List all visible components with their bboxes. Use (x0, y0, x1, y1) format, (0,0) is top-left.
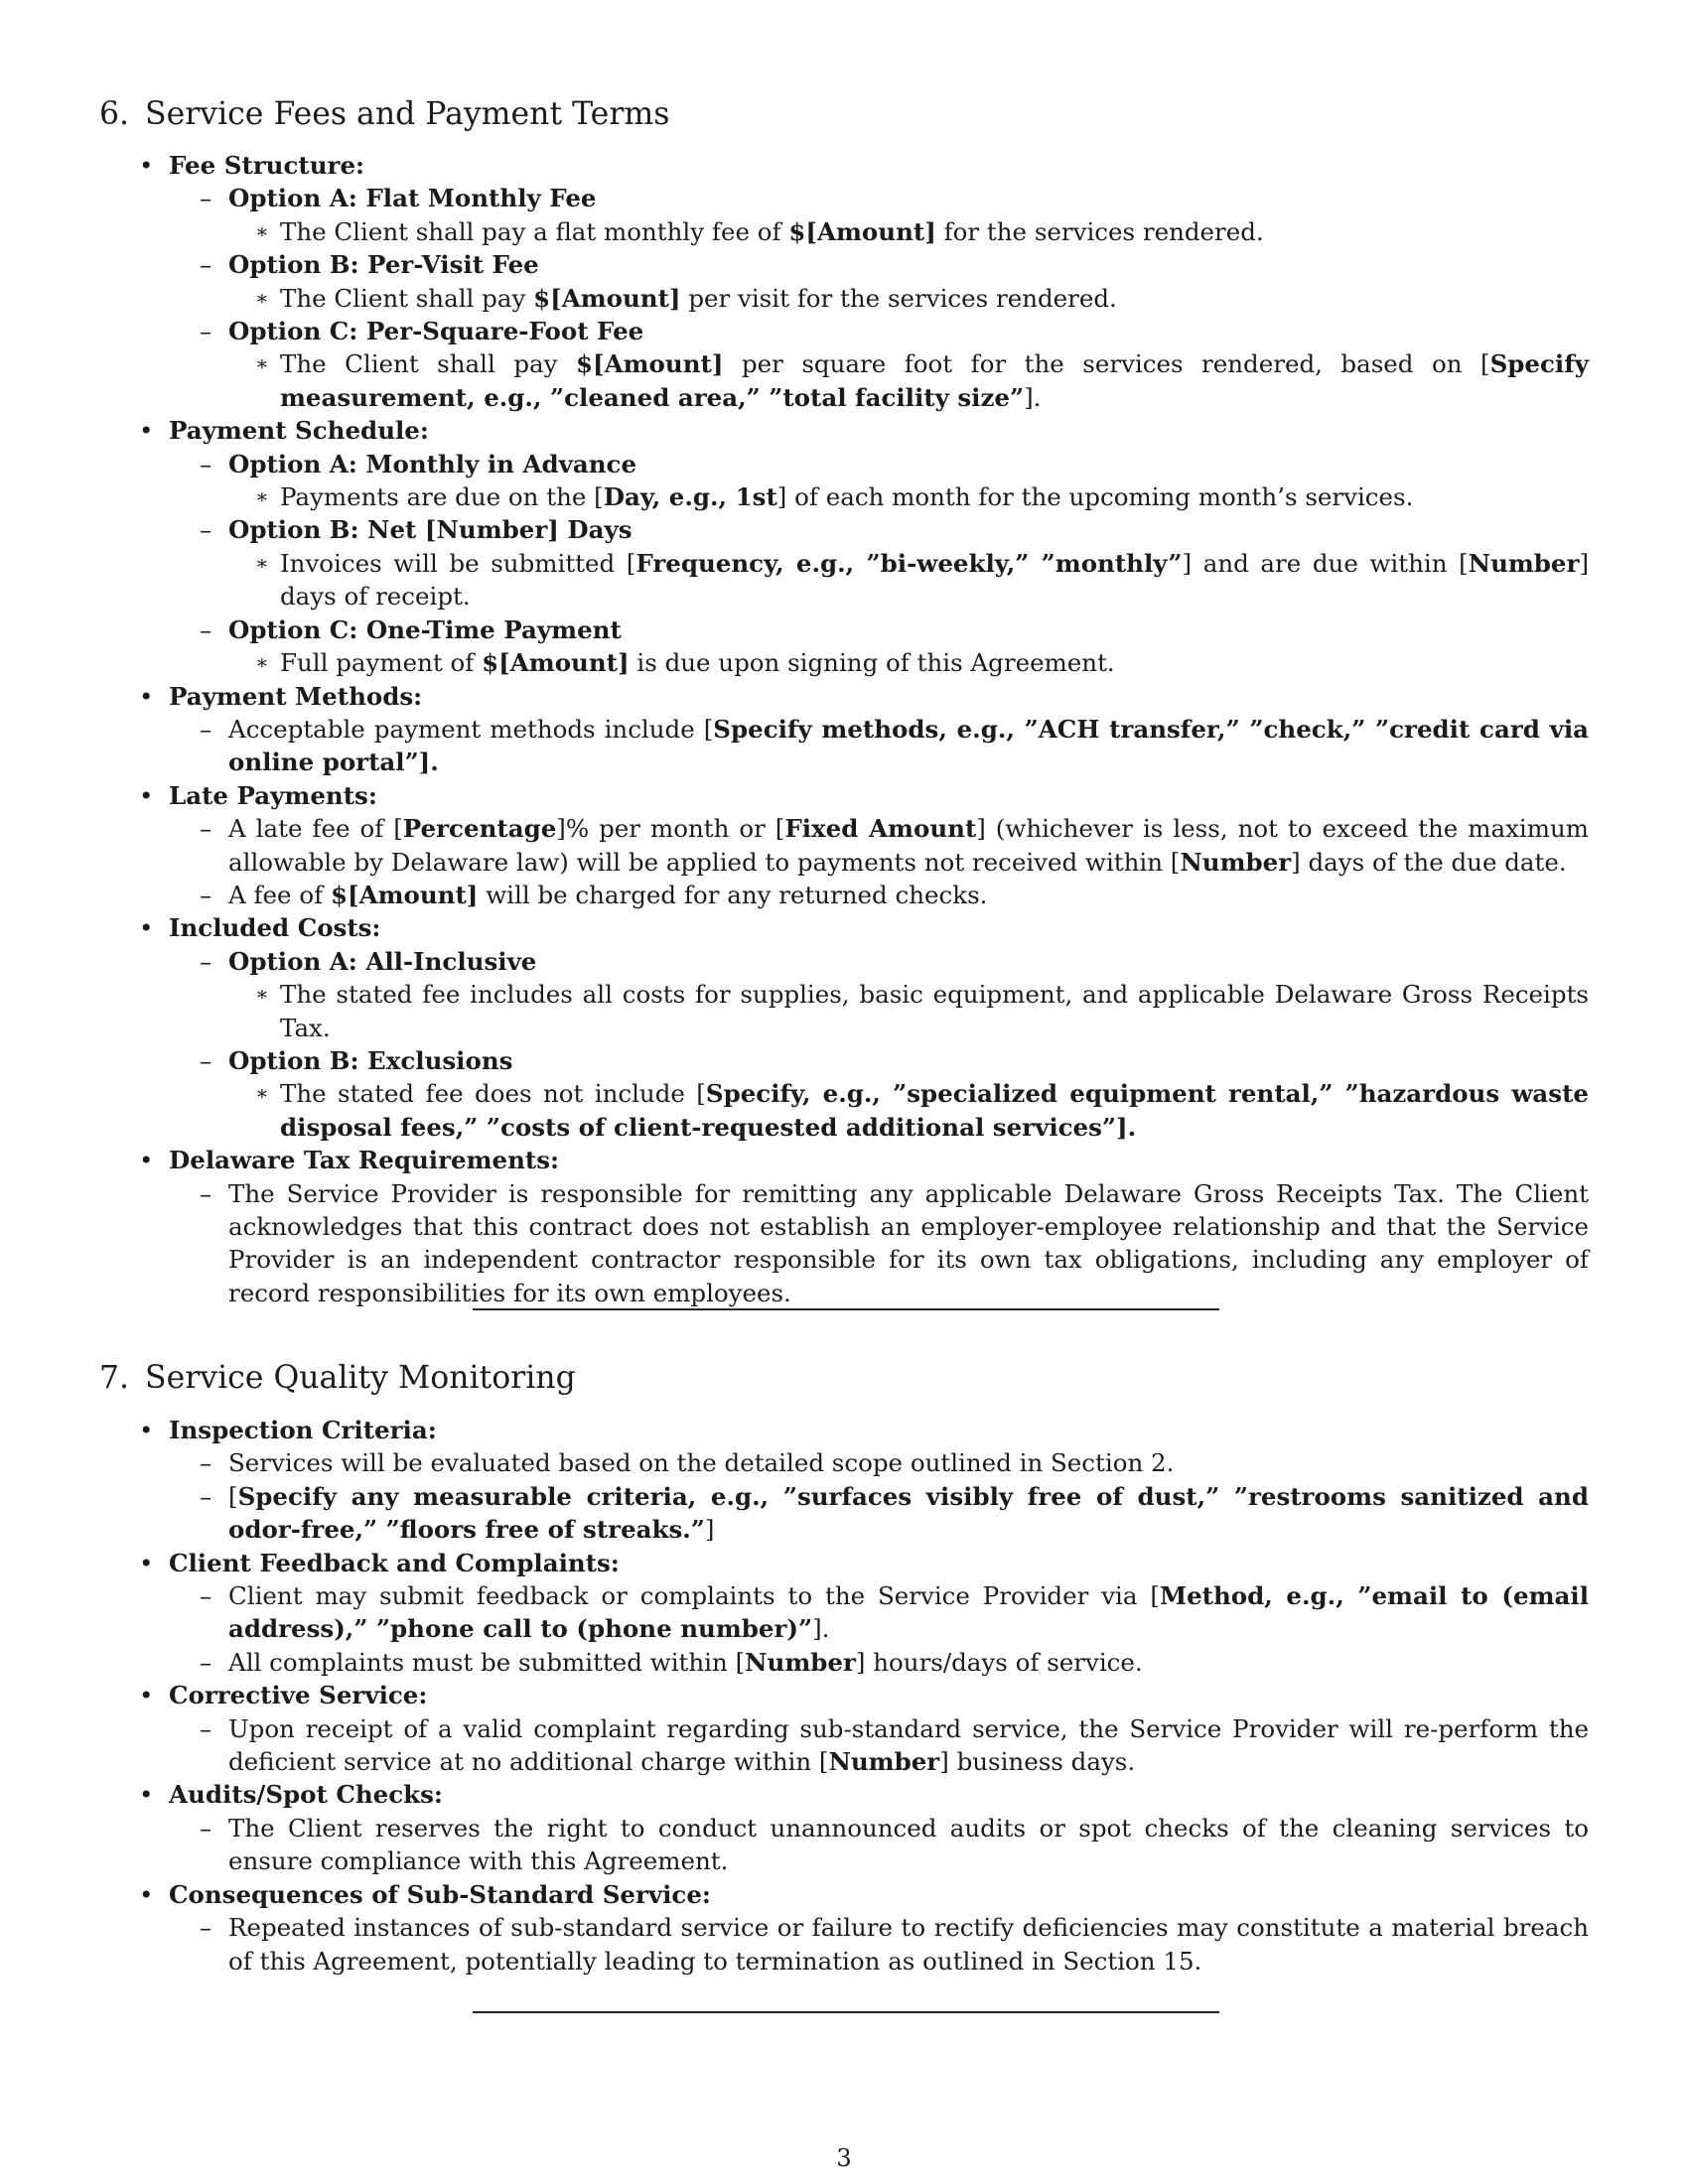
list-item-included-costs (99, 911, 1589, 944)
text-run: ]% per month or [ (556, 814, 785, 844)
option-text (280, 347, 1589, 414)
text-run: A late fee of [ (228, 814, 403, 844)
text-run: The Client shall pay (280, 349, 576, 379)
placeholder-field: Fixed Amount (784, 814, 977, 844)
option-detail (99, 547, 1589, 614)
sub-item (99, 1911, 1589, 1978)
option-label: Option C: One-Time Payment (228, 614, 622, 644)
dash-marker: – (200, 946, 212, 976)
placeholder-field: Specify any measurable criteria, e.g., ”surfaces visibly free of dust,” ”restrooms sanitized and odor-free,” ”floors free of streaks.” (228, 1481, 1589, 1545)
item-heading: Payment Methods: (169, 681, 423, 711)
option-item (99, 315, 1589, 347)
placeholder-field: $[Amount] (482, 648, 630, 678)
asterisk-marker: ∗ (255, 650, 269, 675)
text-run: The Client shall pay a flat monthly fee of (280, 216, 789, 246)
dash-marker: – (200, 1913, 212, 1943)
option-text (280, 215, 1589, 248)
text-run: ] and are due within [ (1182, 548, 1469, 578)
bullet-marker: • (139, 1416, 154, 1444)
placeholder-field: $[Amount] (533, 283, 681, 313)
text-run: ] (whichever is less, not to exceed the maximum allowable by Delaware law) will be applied to payments not received within [ (228, 814, 1589, 877)
sub-item (99, 1446, 1589, 1479)
sub-item (99, 1712, 1589, 1779)
sub-item-text: Repeated instances of sub-standard service or failure to rectify deficiencies may constitute a material breach of this Agreement, potentially leading to termination as outlined in Section 15. (228, 1913, 1589, 1976)
sub-item-text: The Client reserves the right to conduct unannounced audits or spot checks of the cleaning services to ensure compliance with this Agreement. (228, 1813, 1589, 1876)
text-run: [ (228, 1481, 238, 1511)
list-item-feedback (99, 1547, 1589, 1579)
option-detail (99, 215, 1589, 248)
option-item (99, 614, 1589, 646)
section-divider (473, 1308, 1219, 1310)
section-title-text: Service Fees and Payment Terms (145, 96, 670, 132)
option-label: Option C: Per-Square-Foot Fee (228, 317, 644, 346)
text-run: A fee of (228, 880, 331, 909)
bullet-marker: • (139, 416, 154, 446)
placeholder-field: $[Amount] (788, 216, 936, 246)
placeholder-field: Number (745, 1647, 856, 1677)
text-run: for the services rendered. (935, 216, 1264, 246)
list-item-fee-structure (99, 149, 1589, 182)
item-heading: Delaware Tax Requirements: (169, 1146, 560, 1175)
dash-marker: – (200, 1481, 212, 1511)
bullet-marker: • (139, 681, 154, 711)
asterisk-marker: ∗ (255, 285, 269, 310)
sub-item-text (228, 812, 1589, 879)
bullet-marker: • (139, 1548, 154, 1577)
item-heading: Consequences of Sub-Standard Service: (169, 1879, 711, 1909)
section-number: 7. (99, 1360, 130, 1396)
sub-item (99, 812, 1589, 879)
option-item (99, 248, 1589, 281)
text-run: per square foot for the services rendered, based on [ (723, 349, 1490, 379)
section-divider (473, 2011, 1219, 2013)
asterisk-marker: ∗ (255, 484, 269, 509)
text-run: The Client shall pay (280, 283, 534, 313)
placeholder-field: $[Amount] (330, 880, 479, 909)
option-label: Option A: All-Inclusive (228, 946, 537, 976)
bullet-marker: • (139, 913, 154, 943)
option-label: Option B: Exclusions (228, 1045, 513, 1075)
dash-marker: – (200, 250, 212, 280)
option-text (280, 1077, 1589, 1144)
placeholder-field: Day, e.g., 1st (603, 482, 777, 512)
option-item (99, 513, 1589, 546)
sub-item (99, 1480, 1589, 1547)
asterisk-marker: ∗ (255, 1081, 269, 1106)
item-heading: Late Payments: (169, 780, 377, 810)
list-item-payment-methods (99, 680, 1589, 713)
dash-marker: – (200, 515, 212, 545)
dash-marker: – (200, 880, 212, 909)
text-run: ] days of receipt. (280, 548, 1589, 612)
dash-marker: – (200, 1045, 212, 1075)
text-run: Invoices will be submitted [ (280, 548, 636, 578)
list-item-consequences (99, 1878, 1589, 1911)
dash-marker: – (200, 614, 212, 644)
dash-marker: – (200, 1713, 212, 1743)
dash-marker: – (200, 184, 212, 213)
dash-marker: – (200, 1178, 212, 1208)
text-run: is due upon signing of this Agreement. (629, 648, 1115, 678)
item-heading: Payment Schedule: (169, 416, 429, 446)
text-run: All complaints must be submitted within [ (228, 1647, 746, 1677)
text-run: ] days of the due date. (1291, 847, 1567, 877)
dash-marker: – (200, 1581, 212, 1611)
text-run: ] hours/days of service. (855, 1647, 1143, 1677)
text-run: ] business days. (939, 1747, 1136, 1777)
sub-item (99, 1812, 1589, 1878)
option-item (99, 182, 1589, 214)
sub-item (99, 1579, 1589, 1646)
placeholder-field: Number (828, 1747, 940, 1777)
item-heading: Inspection Criteria: (169, 1416, 437, 1444)
placeholder-field: Number (1180, 847, 1292, 877)
option-detail (99, 282, 1589, 315)
item-heading: Audits/Spot Checks: (169, 1780, 443, 1810)
text-run: The stated fee does not include [ (280, 1079, 706, 1109)
sub-item (99, 713, 1589, 779)
placeholder-field: Method, e.g., ”email to (email address),” ”phone call to (phone number)” (228, 1581, 1589, 1644)
sub-item-text (228, 1712, 1589, 1779)
option-detail (99, 480, 1589, 513)
text-run: ] of each month for the upcoming month’s services. (776, 482, 1414, 512)
option-text: The stated fee includes all costs for supplies, basic equipment, and applicable Delaware Gross Receipts Tax. (280, 980, 1589, 1042)
asterisk-marker: ∗ (255, 982, 269, 1007)
option-detail (99, 978, 1589, 1044)
sub-item (99, 879, 1589, 911)
option-text (280, 646, 1589, 679)
sub-item-text (228, 1579, 1589, 1646)
dash-marker: – (200, 317, 212, 346)
asterisk-marker: ∗ (255, 550, 269, 575)
dash-marker: – (200, 449, 212, 478)
text-run: ] (704, 1515, 715, 1545)
placeholder-field: Percentage (402, 814, 557, 844)
section-7-list (99, 1414, 1589, 1978)
asterisk-marker: ∗ (255, 218, 269, 243)
section-6-list (99, 149, 1589, 1309)
option-text (280, 547, 1589, 614)
dash-marker: – (200, 1813, 212, 1843)
sub-item-text (228, 879, 1589, 911)
bullet-marker: • (139, 1681, 154, 1710)
dash-marker: – (200, 714, 212, 744)
option-detail (99, 1077, 1589, 1144)
sub-item-text (228, 713, 1589, 779)
bullet-marker: • (139, 151, 154, 180)
text-run: ]. (1024, 382, 1042, 412)
sub-item-text (228, 1646, 1589, 1679)
asterisk-marker: ∗ (255, 351, 269, 376)
option-text (280, 480, 1589, 513)
sub-item-text: The Service Provider is responsible for remitting any applicable Delaware Gross Receipts Tax. The Client acknowledges that this contract does not establish an employer-employee relationship and that the Service Provider is an independent contractor responsible for its own tax obligations, including any employer of record responsibilities for its own employees. (228, 1178, 1589, 1307)
placeholder-field: Frequency, e.g., ”bi-weekly,” ”monthly” (635, 548, 1183, 578)
list-item-payment-schedule (99, 414, 1589, 447)
placeholder-field: Specify measurement, e.g., ”cleaned area,” ”total facility size” (280, 349, 1589, 412)
dash-marker: – (200, 814, 212, 844)
page-number: 3 (836, 2144, 852, 2172)
bullet-marker: • (139, 780, 154, 810)
text-run: Upon receipt of a valid complaint regarding sub-standard service, the Service Provider will re-perform the deficient service at no additional charge within [ (228, 1713, 1589, 1777)
text-run: will be charged for any returned checks. (478, 880, 988, 909)
list-item-late-payments (99, 779, 1589, 812)
list-item-delaware-tax (99, 1144, 1589, 1176)
item-heading: Fee Structure: (169, 151, 365, 180)
option-item (99, 945, 1589, 978)
list-item-inspection (99, 1414, 1589, 1446)
option-item (99, 1044, 1589, 1077)
section-6-title (99, 94, 669, 134)
text-run: Acceptable payment methods include [ (228, 714, 714, 744)
placeholder-field: Specify, e.g., ”specialized equipment rental,” ”hazardous waste disposal fees,” ”costs of client-requested additional services”]. (280, 1079, 1589, 1142)
section-title-text: Service Quality Monitoring (145, 1360, 576, 1396)
option-detail (99, 646, 1589, 679)
item-heading: Client Feedback and Complaints: (169, 1548, 620, 1577)
text-run: ]. (812, 1614, 830, 1644)
text-run: Payments are due on the [ (280, 482, 604, 512)
section-7-title (99, 1358, 576, 1398)
placeholder-field: Specify methods, e.g., ”ACH transfer,” ”check,” ”credit card via online portal”]. (228, 714, 1590, 777)
option-label: Option A: Monthly in Advance (228, 449, 637, 478)
dash-marker: – (200, 1647, 212, 1677)
option-label: Option B: Net [Number] Days (228, 515, 633, 545)
placeholder-field: $[Amount] (575, 349, 724, 379)
text-run: Full payment of (280, 648, 483, 678)
option-label: Option A: Flat Monthly Fee (228, 184, 597, 213)
option-label: Option B: Per-Visit Fee (228, 250, 539, 280)
placeholder-field: Number (1468, 548, 1580, 578)
item-heading: Included Costs: (169, 913, 381, 943)
text-run: Client may submit feedback or complaints to the Service Provider via [ (228, 1581, 1160, 1611)
option-text (280, 282, 1589, 315)
sub-item-text (228, 1480, 1589, 1547)
list-item-corrective (99, 1679, 1589, 1711)
dash-marker: – (200, 1448, 212, 1478)
sub-item (99, 1646, 1589, 1679)
bullet-marker: • (139, 1146, 154, 1175)
bullet-marker: • (139, 1879, 154, 1909)
sub-item-text: Services will be evaluated based on the detailed scope outlined in Section 2. (228, 1448, 1175, 1478)
bullet-marker: • (139, 1780, 154, 1810)
text-run: per visit for the services rendered. (680, 283, 1117, 313)
option-detail (99, 347, 1589, 414)
section-number: 6. (99, 96, 130, 132)
option-item (99, 448, 1589, 480)
sub-item (99, 1177, 1589, 1310)
item-heading: Corrective Service: (169, 1681, 428, 1710)
list-item-audits (99, 1778, 1589, 1811)
